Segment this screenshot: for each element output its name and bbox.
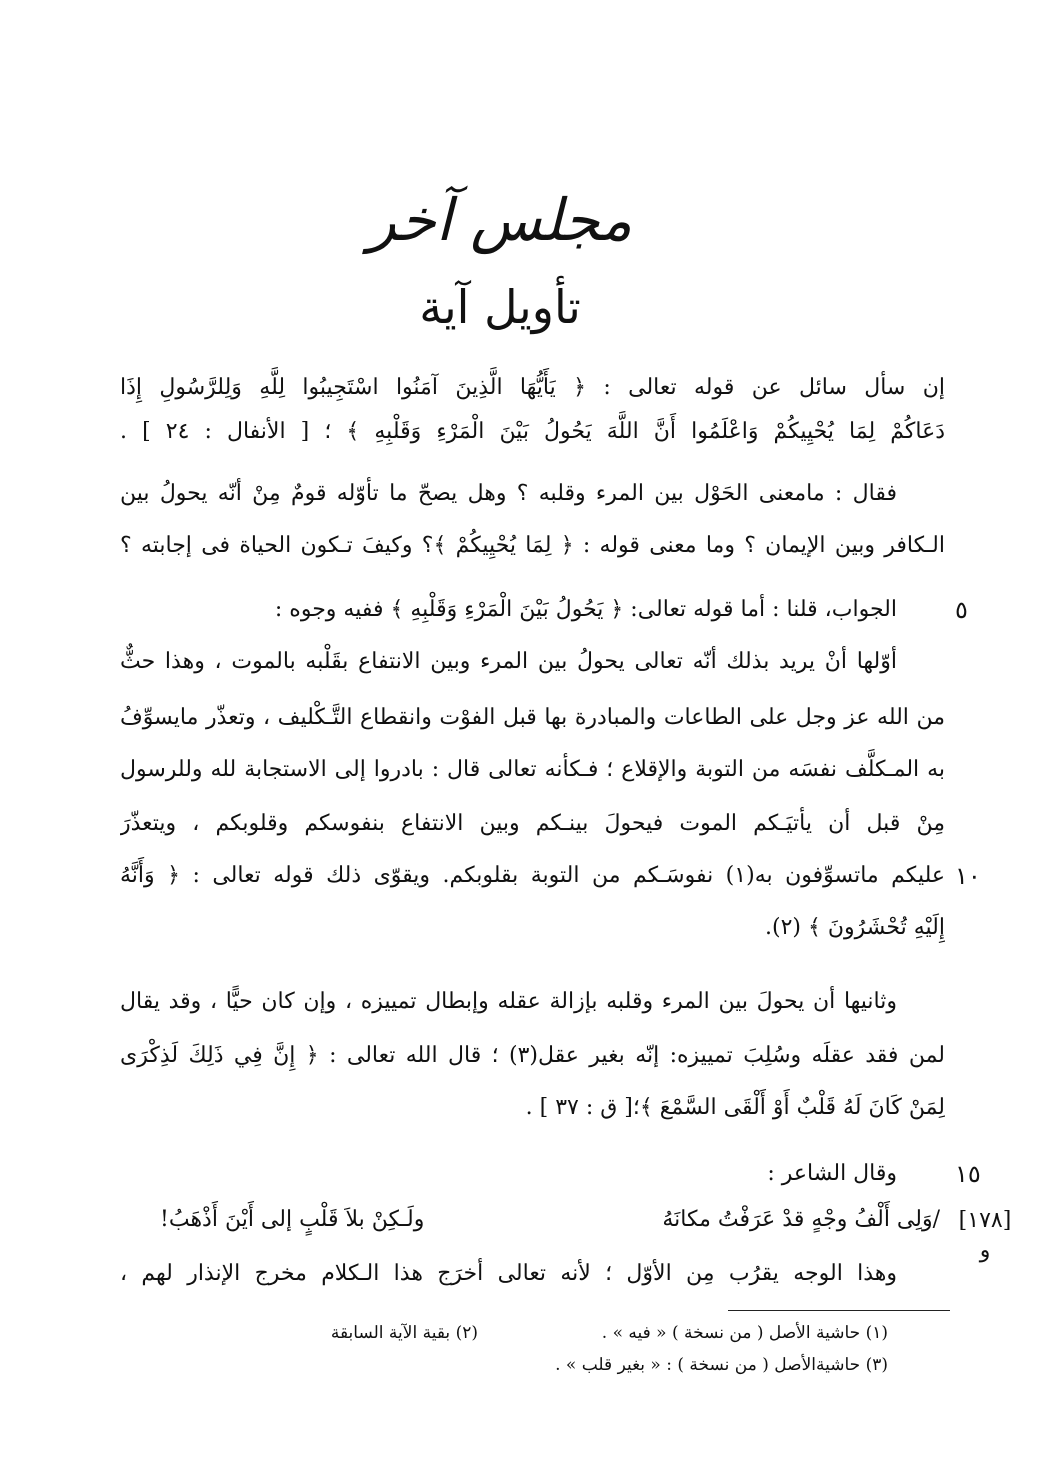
- line-number-5: ٥: [955, 596, 968, 624]
- footnote-2: (٢) بقية الآية السابقة: [330, 1323, 478, 1343]
- page-title: مجلس آخر: [367, 186, 633, 254]
- text-line: فقال : مامعنى الحَوْل بين المرء وقلبه ؟ وهل يصحّ ما تأوّله قومٌ مِنْ أنّه يحولُ بين: [120, 481, 897, 506]
- text-line: وقال الشاعر :: [767, 1161, 897, 1186]
- footnote-1: (١) حاشية الأصل ( من نسخة ) « فيه » .: [601, 1323, 888, 1343]
- text-line: أوّلها أنْ يريد بذلك أنّه تعالى يحولُ بين المرء وبين الانتفاع بقَلْبه بالموت ، وهذا حثٌّ: [120, 649, 897, 674]
- verse-hemistich-1: /وَلِى أَلْفُ وجْهٍ قدْ عَرَفْتُ مكانَهُ: [662, 1207, 940, 1232]
- line-number-10: ١٠: [955, 862, 981, 890]
- footnote-3: (٣) حاشيةالأصل ( من نسخة ) : « بغير قلب » .: [555, 1355, 888, 1375]
- folio-reference: [١٧٨]: [958, 1208, 1012, 1233]
- verse-hemistich-2: ولَـكِنْ بلاَ قَلْبٍ إلى أَيْنَ أَذْهَبُ!: [160, 1207, 425, 1232]
- poetry-verse: [470, 1198, 940, 1242]
- text-line: إن سأل سائل عن قوله تعالى : ﴿ يَأَيُّهَا الَّذِينَ آمَنُوا اسْتَجِيبُوا لِلَّهِ وَلِلرَّسُولِ إِذَا: [120, 375, 945, 400]
- text-line: مِنْ قبل أن يأتيَـكم الموت فيحولَ بينـكم وبين الانتفاع بنفوسكم وقلوبكم ، ويتعذّرَ: [120, 811, 945, 836]
- text-line: وثانيها أن يحولَ بين المرء وقلبه بإزالة عقله وإبطال تمييزه ، وإن كان حيًّا ، وقد يقال: [120, 989, 897, 1014]
- section-title: تأويل آية: [419, 280, 581, 334]
- text-line: الجواب، قلنا : أما قوله تعالى: ﴿ يَحُولُ بَيْنَ الْمَرْءِ وَقَلْبِهِ ﴾ ففيه وجوه :: [274, 597, 897, 622]
- footnote-divider: [728, 1310, 950, 1311]
- text-line: لمن فقد عقلَه وسُلِبَ تمييزه: إنّه بغير عقل(٣) ؛ قال الله تعالى : ﴿ إِنَّ فِي ذَلِكَ لَذِكْرَى: [120, 1043, 945, 1068]
- text-line: إِلَيْهِ تُحْشَرُونَ ﴾ (٢).: [765, 915, 945, 940]
- text-line: لِمَنْ كَانَ لَهُ قَلْبٌ أَوْ أَلْقَى السَّمْعَ ﴾؛[ ق : ٣٧ ] .: [525, 1095, 945, 1120]
- text-line: دَعَاكُمْ لِمَا يُحْيِيكُمْ وَاعْلَمُوا أَنَّ اللَّهَ يَحُولُ بَيْنَ الْمَرْءِ وَقَلْبِهِ ﴾ ؛ [ الأنفال : ٢٤ ] .: [120, 419, 945, 444]
- text-line: عليكم ماتسوِّفون به(١) نفوسَـكم من التوبة بقلوبكم. ويقوّى ذلك قوله تعالى : ﴿ وَأَنَّهُ: [120, 863, 945, 888]
- text-line: به المـكلَّف نفسَه من التوبة والإقلاع ؛ فـكأنه تعالى قال : بادروا إلى الاستجابة لله وللرسول: [120, 757, 945, 782]
- text-line: الـكافر وبين الإيمان ؟ وما معنى قوله : ﴿ لِمَا يُحْيِيكُمْ ﴾؟ وكيفَ تـكون الحياة فى إجابته ؟: [120, 533, 945, 558]
- text-line: من الله عز وجل على الطاعات والمبادرة بها قبل الفوْت وانقطاع التَّـكْليف ، وتعذّر مايسوِّفُ: [120, 705, 945, 730]
- text-line: وهذا الوجه يقرُب مِن الأوّل ؛ لأنه تعالى أخرَج هذا الـكلام مخرج الإنذار لهم ،: [120, 1261, 897, 1286]
- folio-side: و: [979, 1238, 991, 1263]
- line-number-15: ١٥: [955, 1160, 981, 1188]
